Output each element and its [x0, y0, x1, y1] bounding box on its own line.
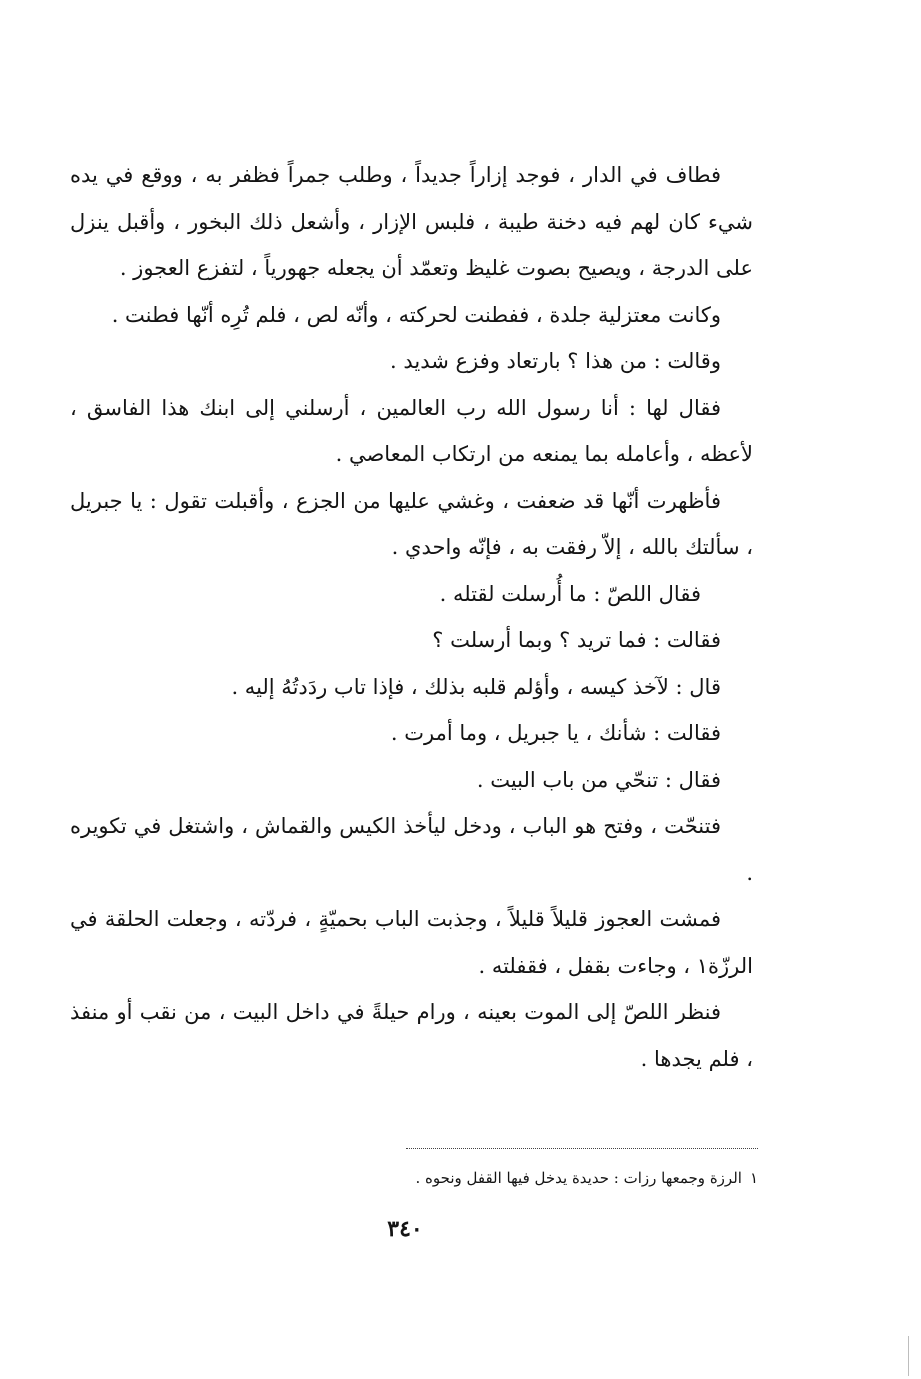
- footnote: [260, 1166, 758, 1190]
- paragraph: فتنحّت ، وفتح هو الباب ، ودخل ليأخذ الكيس والقماش ، واشتغل في تكويره .: [70, 814, 753, 885]
- paragraph: فقال اللصّ : ما أُرسلت لقتله .: [439, 581, 701, 606]
- footnote-marker: ١: [749, 1169, 758, 1187]
- paragraph: فنظر اللصّ إلى الموت بعينه ، ورام حيلةً في داخل البيت ، من نقب أو منفذ ، فلم يجدها .: [70, 1000, 753, 1071]
- paragraph: قال : لآخذ كيسه ، وأؤلم قلبه بذلك ، فإذا تاب ردَدتُهُ إليه .: [231, 674, 721, 699]
- footnote-text: الرزة وجمعها رزات : حديدة يدخل فيها القفل ونحوه .: [415, 1169, 742, 1187]
- paragraph: وكانت معتزلية جلدة ، ففطنت لحركته ، وأنّه لص ، فلم تُرِه أنّها فطنت .: [111, 302, 721, 327]
- paragraph: وقالت : من هذا ؟ بارتعاد وفزع شديد .: [390, 349, 721, 373]
- paragraph: فقال لها : أنا رسول الله رب العالمين ، أرسلني إلى ابنك هذا الفاسق ، لأعظه ، وأعامله بما يمنعه من ارتكاب المعاصي .: [70, 395, 753, 466]
- paragraph: فقال : تنحّي من باب البيت .: [476, 767, 721, 792]
- scan-edge-line: [908, 1336, 909, 1376]
- paragraph: فطاف في الدار ، فوجد إزاراً جديداً ، وطلب جمراً فظفر به ، ووقع في يده شيء كان لهم فيه دخنة طيبة ، فلبس الإزار ، وأشعل ذلك البخور ، وأقبل ينزل على الدرجة ، ويصيح بصوت غليظ وتعمّد أن يجعله جهورياً ، لتفزع العجوز .: [70, 163, 753, 280]
- page-number: ٣٤٠: [387, 1216, 423, 1242]
- paragraph: فقالت : فما تريد ؟ وبما أرسلت ؟: [432, 628, 721, 652]
- paragraph: فأظهرت أنّها قد ضعفت ، وغشي عليها من الجزع ، وأقبلت تقول : يا جبريل ، سألتك بالله ، إلاّ رفقت به ، فإنّه واحدي .: [70, 488, 753, 559]
- footnote-divider: [406, 1148, 758, 1149]
- paragraph: فقالت : شأنك ، يا جبريل ، وما أمرت .: [390, 721, 721, 745]
- paragraph: فمشت العجوز قليلاً قليلاً ، وجذبت الباب بحميّةٍ ، فردّته ، وجعلت الحلقة في الرزّة١ ، وجاءت بقفل ، فقفلته .: [70, 907, 753, 978]
- body-text: [70, 152, 753, 1082]
